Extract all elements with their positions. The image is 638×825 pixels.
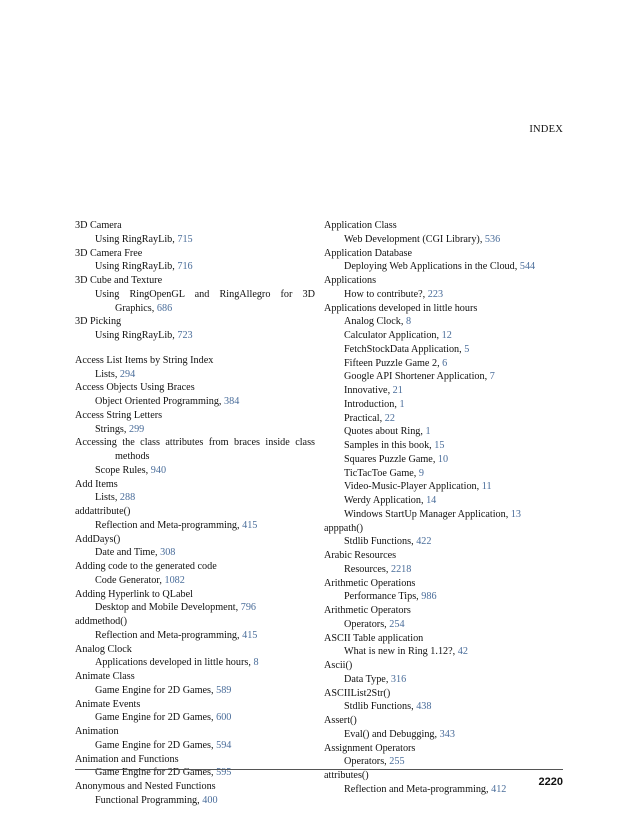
index-term-text: Arabic Resources xyxy=(324,550,397,561)
index-subentry-text: Applications developed in little hours, xyxy=(95,657,254,669)
index-subentry xyxy=(75,491,315,505)
index-subentry xyxy=(75,601,315,615)
page-reference-link[interactable]: 8 xyxy=(405,316,412,328)
index-subentry-text: Innovative, xyxy=(344,385,393,396)
index-subentry xyxy=(324,563,568,577)
index-subentry-text: FetchStockData Application, xyxy=(344,343,465,355)
index-term xyxy=(324,714,568,728)
index-subentry-text: Object Oriented Programming, xyxy=(95,396,225,407)
index-subentry xyxy=(75,546,315,560)
index-subentry xyxy=(324,425,568,439)
index-subentry-text: Reflection and Meta-programming, xyxy=(344,783,492,795)
page-reference-link[interactable]: 294 xyxy=(119,368,136,380)
index-subentry xyxy=(324,618,568,632)
index-subentry xyxy=(75,656,315,670)
index-term-text: Application Database xyxy=(324,247,412,259)
page-reference-link[interactable]: 716 xyxy=(177,261,193,273)
page-reference-link[interactable]: 536 xyxy=(484,233,501,245)
page-reference-link[interactable]: 1 xyxy=(425,426,431,438)
index-subentry xyxy=(324,412,568,426)
index-term-text: Anonymous and Nested Functions xyxy=(75,781,216,792)
index-term xyxy=(75,643,315,657)
index-subentry-text: Scope Rules, xyxy=(95,464,151,476)
page-reference-link[interactable]: 1082 xyxy=(164,574,185,586)
index-term xyxy=(75,780,315,794)
index-term-text: Access String Letters xyxy=(75,409,163,421)
index-subentry-text: Reflection and Meta-programming, xyxy=(95,629,243,641)
index-term-text: Arithmetic Operations xyxy=(324,577,416,589)
page-reference-link[interactable]: 594 xyxy=(216,739,232,751)
index-subentry-text: Fifteen Puzzle Game 2, xyxy=(344,357,443,369)
page-reference-link[interactable]: 299 xyxy=(128,423,145,435)
index-subentry xyxy=(324,673,568,687)
page-reference-link[interactable]: 254 xyxy=(389,618,405,630)
index-term xyxy=(324,659,568,673)
index-subentry-text: Performance Tips, xyxy=(344,591,422,603)
index-subentry xyxy=(75,395,315,409)
page-reference-link[interactable]: 544 xyxy=(519,261,536,273)
index-term-text: Applications developed in little hours xyxy=(324,302,478,314)
index-subentry xyxy=(324,590,568,604)
index-column-right xyxy=(324,219,568,797)
page-reference-link[interactable]: 686 xyxy=(156,302,173,314)
index-term xyxy=(75,533,315,547)
index-term xyxy=(324,632,568,646)
index-term xyxy=(75,315,315,329)
index-subentry xyxy=(324,494,568,508)
page-reference-link[interactable]: 8 xyxy=(253,657,259,669)
index-subentry-text: Using RingRayLib, xyxy=(95,330,178,341)
index-subentry xyxy=(75,739,315,753)
index-subentry-text: Strings, xyxy=(95,423,129,435)
index-term xyxy=(324,769,568,783)
index-subentry-text: Lists, xyxy=(95,492,120,504)
index-term xyxy=(324,742,568,756)
index-term-text: Assignment Operators xyxy=(324,742,416,754)
page-reference-link[interactable]: 438 xyxy=(416,701,432,713)
index-subentry xyxy=(75,423,315,437)
page-reference-link[interactable]: 400 xyxy=(202,794,218,806)
index-term-text: Access List Items by String Index xyxy=(75,354,214,366)
index-term xyxy=(75,478,315,492)
index-term-text: Access Objects Using Braces xyxy=(75,382,195,394)
index-subentry-text: Operators, xyxy=(344,756,390,768)
index-term xyxy=(324,522,568,536)
page-reference-link[interactable]: 1 xyxy=(399,398,405,410)
index-subentry-text: Functional Programming, xyxy=(95,794,203,806)
index-subentry xyxy=(75,794,315,808)
index-subentry-text: Game Engine for 2D Games, xyxy=(95,712,217,724)
index-term-text: apppath() xyxy=(324,522,364,534)
index-subentry-text: Eval() and Debugging, xyxy=(344,728,440,740)
index-term xyxy=(75,409,315,423)
index-subentry xyxy=(75,574,315,588)
index-subentry xyxy=(75,288,315,316)
index-subentry-text: Using RingOpenGL and RingAllegro for 3D Graphics, xyxy=(95,288,315,314)
index-subentry xyxy=(324,384,568,398)
index-subentry xyxy=(324,755,568,769)
index-term-text: Animation xyxy=(75,726,119,737)
index-term-text: AddDays() xyxy=(75,533,121,545)
index-term-text: Add Items xyxy=(75,478,118,490)
index-term xyxy=(324,302,568,316)
page-reference-link[interactable]: 589 xyxy=(216,684,232,696)
index-subentry-text: Windows StartUp Manager Application, xyxy=(344,508,511,520)
index-term xyxy=(75,381,315,395)
page-reference-link[interactable]: 308 xyxy=(160,547,176,559)
index-subentry xyxy=(324,343,568,357)
index-term xyxy=(324,274,568,288)
index-subentry-text: Squares Puzzle Game, xyxy=(344,453,438,465)
index-subentry-text: Web Development (CGI Library), xyxy=(344,233,485,245)
index-term xyxy=(75,560,315,574)
index-subentry xyxy=(324,315,568,329)
index-subentry xyxy=(324,467,568,481)
index-term-text: Animate Class xyxy=(75,671,135,682)
index-subentry-text: Operators, xyxy=(344,618,390,630)
index-subentry-text: Calculator Application, xyxy=(344,330,442,341)
page-reference-link[interactable]: 22 xyxy=(384,412,395,424)
page-reference-link[interactable]: 715 xyxy=(177,233,193,245)
index-term xyxy=(75,725,315,739)
index-subentry-text: Reflection and Meta-programming, xyxy=(95,519,243,531)
page-reference-link[interactable]: 14 xyxy=(426,495,437,506)
running-header: INDEX xyxy=(529,124,563,135)
index-subentry xyxy=(324,645,568,659)
index-term xyxy=(75,436,315,464)
index-subentry-text: Quotes about Ring, xyxy=(344,426,426,438)
index-term-text: 3D Camera xyxy=(75,220,122,231)
page-reference-link[interactable]: 723 xyxy=(177,330,193,341)
index-subentry xyxy=(324,357,568,371)
index-term xyxy=(324,247,568,261)
index-subentry xyxy=(324,398,568,412)
page-reference-link[interactable]: 595 xyxy=(216,767,232,779)
index-term xyxy=(75,670,315,684)
index-term-text: addattribute() xyxy=(75,506,131,517)
index-subentry xyxy=(324,700,568,714)
index-subentry-text: Data Type, xyxy=(344,673,391,685)
index-term-text: Adding Hyperlink to QLabel xyxy=(75,588,193,600)
index-term-text: Animate Events xyxy=(75,698,141,710)
index-subentry-text: Stdlib Functions, xyxy=(344,536,417,548)
index-term xyxy=(75,247,315,261)
index-subentry xyxy=(324,260,568,274)
index-subentry-text: Resources, xyxy=(344,563,391,575)
index-term xyxy=(75,698,315,712)
entry-gap xyxy=(75,343,315,354)
index-subentry xyxy=(324,728,568,742)
index-subentry-text: How to contribute?, xyxy=(344,288,428,300)
index-subentry-text: Practical, xyxy=(344,412,385,424)
index-term xyxy=(75,753,315,767)
index-subentry-text: Deploying Web Applications in the Cloud, xyxy=(344,261,520,273)
index-term-text: Adding code to the generated code xyxy=(75,561,217,572)
index-subentry xyxy=(75,519,315,533)
page-reference-link[interactable]: 600 xyxy=(216,712,232,724)
page-reference-link[interactable]: 986 xyxy=(421,591,437,603)
index-subentry-text: Lists, xyxy=(95,368,120,380)
page-reference-link[interactable]: 9 xyxy=(418,467,424,479)
page-reference-link[interactable]: 12 xyxy=(441,330,452,341)
index-term-text: Assert() xyxy=(324,715,357,726)
index-subentry xyxy=(324,329,568,343)
index-subentry xyxy=(324,480,568,494)
index-term xyxy=(75,354,315,368)
index-subentry-text: What is new in Ring 1.12?, xyxy=(344,646,458,658)
index-term-text: addmethod() xyxy=(75,616,128,627)
page-reference-link[interactable]: 796 xyxy=(240,602,256,614)
page-reference-link[interactable]: 6 xyxy=(442,357,448,369)
index-subentry xyxy=(324,508,568,522)
index-term-text: Application Class xyxy=(324,220,397,231)
index-term xyxy=(75,588,315,602)
page-reference-link[interactable]: 5 xyxy=(464,343,470,355)
index-term-text: ASCIIList2Str() xyxy=(324,687,391,699)
page-reference-link[interactable]: 42 xyxy=(457,646,468,658)
index-subentry xyxy=(75,233,315,247)
index-subentry xyxy=(324,535,568,549)
index-subentry-text: Game Engine for 2D Games, xyxy=(95,684,217,696)
index-subentry-text: Game Engine for 2D Games, xyxy=(95,767,217,779)
index-term xyxy=(324,604,568,618)
page-reference-link[interactable]: 384 xyxy=(224,396,240,407)
index-term-text: 3D Picking xyxy=(75,316,122,328)
index-subentry xyxy=(324,439,568,453)
index-term xyxy=(324,549,568,563)
index-term-text: Ascii() xyxy=(324,660,353,671)
index-term xyxy=(324,577,568,591)
index-term-text: Applications xyxy=(324,275,377,286)
index-term-text: attributes() xyxy=(324,770,369,781)
index-term-text: Accessing the class attributes from braces inside class methods xyxy=(75,437,315,462)
index-subentry xyxy=(75,711,315,725)
page-reference-link[interactable]: 288 xyxy=(119,492,136,504)
page-reference-link[interactable]: 223 xyxy=(427,288,444,300)
page-reference-link[interactable]: 13 xyxy=(510,508,521,520)
page-reference-link[interactable]: 415 xyxy=(242,629,258,641)
index-subentry xyxy=(324,288,568,302)
index-subentry-text: Google API Shortener Application, xyxy=(344,371,490,383)
page-reference-link[interactable]: 422 xyxy=(416,536,432,548)
index-subentry xyxy=(324,783,568,797)
index-subentry-text: Using RingRayLib, xyxy=(95,233,178,245)
page-reference-link[interactable]: 415 xyxy=(242,519,258,531)
index-term-text: Analog Clock xyxy=(75,643,132,655)
page-reference-link[interactable]: 10 xyxy=(437,453,449,465)
page-reference-link[interactable]: 11 xyxy=(481,481,492,493)
index-subentry xyxy=(324,453,568,467)
index-subentry-text: Stdlib Functions, xyxy=(344,701,417,713)
index-subentry xyxy=(75,368,315,382)
index-subentry-text: Werdy Application, xyxy=(344,495,427,506)
index-subentry-text: Video-Music-Player Application, xyxy=(344,481,482,493)
index-subentry xyxy=(75,329,315,343)
index-subentry xyxy=(324,233,568,247)
page-reference-link[interactable]: 21 xyxy=(392,385,403,396)
index-term xyxy=(75,615,315,629)
page-reference-link[interactable]: 2218 xyxy=(390,563,412,575)
index-term-text: Animation and Functions xyxy=(75,753,179,765)
index-subentry xyxy=(324,370,568,384)
index-term-text: ASCII Table application xyxy=(324,632,424,644)
index-term-text: 3D Cube and Texture xyxy=(75,275,163,286)
page-reference-link[interactable]: 15 xyxy=(434,440,445,451)
index-subentry-text: Code Generator, xyxy=(95,574,165,586)
index-subentry-text: Samples in this book, xyxy=(344,440,435,451)
index-column-left xyxy=(75,219,315,808)
page-reference-link[interactable]: 940 xyxy=(150,464,167,476)
footer-rule xyxy=(75,769,563,770)
index-subentry-text: Analog Clock, xyxy=(344,316,406,328)
index-term-text: Arithmetic Operators xyxy=(324,605,411,616)
index-subentry-text: TicTacToe Game, xyxy=(344,467,419,479)
index-subentry-text: Introduction, xyxy=(344,398,400,410)
index-subentry xyxy=(75,464,315,478)
index-subentry-text: Game Engine for 2D Games, xyxy=(95,739,217,751)
index-term xyxy=(324,687,568,701)
index-term-text: 3D Camera Free xyxy=(75,247,143,259)
index-subentry xyxy=(75,684,315,698)
index-term xyxy=(75,219,315,233)
index-term xyxy=(75,505,315,519)
page-number: 2220 xyxy=(538,776,563,788)
index-subentry xyxy=(75,629,315,643)
page-reference-link[interactable]: 7 xyxy=(489,371,495,383)
page-reference-link[interactable]: 343 xyxy=(439,728,455,740)
page-reference-link[interactable]: 412 xyxy=(491,783,507,795)
index-term xyxy=(324,219,568,233)
page-reference-link[interactable]: 316 xyxy=(390,673,407,685)
index-term xyxy=(75,274,315,288)
index-subentry-text: Desktop and Mobile Development, xyxy=(95,602,241,614)
index-subentry xyxy=(75,260,315,274)
page-reference-link[interactable]: 255 xyxy=(389,756,405,768)
index-subentry-text: Using RingRayLib, xyxy=(95,261,178,273)
index-subentry-text: Date and Time, xyxy=(95,547,161,559)
